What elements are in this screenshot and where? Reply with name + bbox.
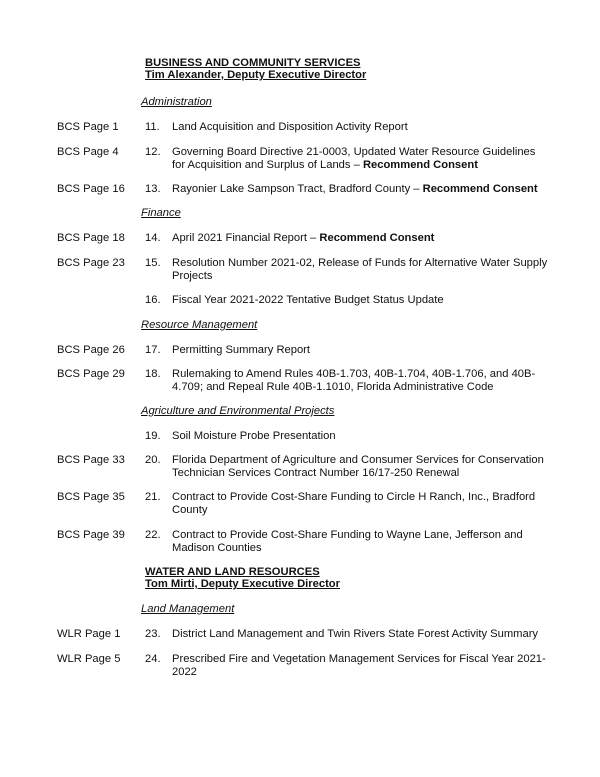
item-description: Rulemaking to Amend Rules 40B-1.703, 40B-1.704, 40B-1.706, and 40B-4.709; and Repeal Rule 40B-1.1010, Florida Administrative Code — [172, 368, 536, 393]
page-reference: BCS Page 4 — [57, 146, 119, 158]
item-description: Fiscal Year 2021-2022 Tentative Budget Status Update — [172, 294, 444, 306]
item-number: 22. — [145, 529, 161, 541]
section-title: BUSINESS AND COMMUNITY SERVICES — [145, 57, 361, 69]
item-number: 24. — [145, 653, 161, 665]
page-reference: BCS Page 35 — [57, 491, 125, 503]
section-director: Tim Alexander, Deputy Executive Director — [145, 69, 367, 81]
item-number: 18. — [145, 368, 161, 380]
item-number: 21. — [145, 491, 161, 503]
item-description: April 2021 Financial Report – Recommend Consent — [172, 232, 435, 244]
item-number: 11. — [145, 121, 160, 133]
item-number: 20. — [145, 454, 161, 466]
item-description: Contract to Provide Cost-Share Funding to Wayne Lane, Jefferson and Madison Counties — [172, 529, 523, 554]
item-number: 14. — [145, 232, 161, 244]
page-reference: BCS Page 18 — [57, 232, 125, 244]
item-description: Prescribed Fire and Vegetation Management Services for Fiscal Year 2021-2022 — [172, 653, 546, 678]
item-description: Soil Moisture Probe Presentation — [172, 430, 336, 442]
section-director: Tom Mirti, Deputy Executive Director — [145, 578, 340, 590]
page-reference: BCS Page 26 — [57, 344, 125, 356]
item-description: Florida Department of Agriculture and Consumer Services for Conservation Technician Services Contract Number 16/17-250 Renewal — [172, 454, 544, 479]
item-description: Permitting Summary Report — [172, 344, 311, 356]
page-reference: BCS Page 29 — [57, 368, 125, 380]
page-reference: WLR Page 5 — [57, 653, 121, 665]
item-number: 23. — [145, 628, 161, 640]
subsection-heading: Resource Management — [141, 319, 258, 331]
item-number: 19. — [145, 430, 161, 442]
item-number: 15. — [145, 257, 161, 269]
section-title: WATER AND LAND RESOURCES — [145, 566, 320, 578]
page-reference: BCS Page 16 — [57, 183, 125, 195]
page-reference: WLR Page 1 — [57, 628, 121, 640]
item-number: 13. — [145, 183, 161, 195]
subsection-heading: Administration — [141, 96, 212, 108]
item-number: 17. — [145, 344, 161, 356]
item-description: Resolution Number 2021-02, Release of Funds for Alternative Water Supply Projects — [172, 257, 548, 282]
item-description: Rayonier Lake Sampson Tract, Bradford County – Recommend Consent — [172, 183, 538, 195]
page-reference: BCS Page 23 — [57, 257, 125, 269]
page-reference: BCS Page 39 — [57, 529, 125, 541]
item-description: Contract to Provide Cost-Share Funding to Circle H Ranch, Inc., Bradford County — [172, 491, 536, 516]
page-reference: BCS Page 33 — [57, 454, 125, 466]
item-description: District Land Management and Twin Rivers State Forest Activity Summary — [172, 628, 539, 640]
subsection-heading: Finance — [141, 207, 181, 219]
item-number: 12. — [145, 146, 161, 158]
page-reference: BCS Page 1 — [57, 121, 119, 133]
subsection-heading: Agriculture and Environmental Projects — [141, 405, 335, 417]
item-description: Governing Board Directive 21-0003, Updated Water Resource Guidelines for Acquisition and Surplus of Lands – Recommend Consent — [172, 146, 536, 171]
item-number: 16. — [145, 294, 161, 306]
item-description: Land Acquisition and Disposition Activity Report — [172, 121, 408, 133]
subsection-heading: Land Management — [141, 603, 235, 615]
